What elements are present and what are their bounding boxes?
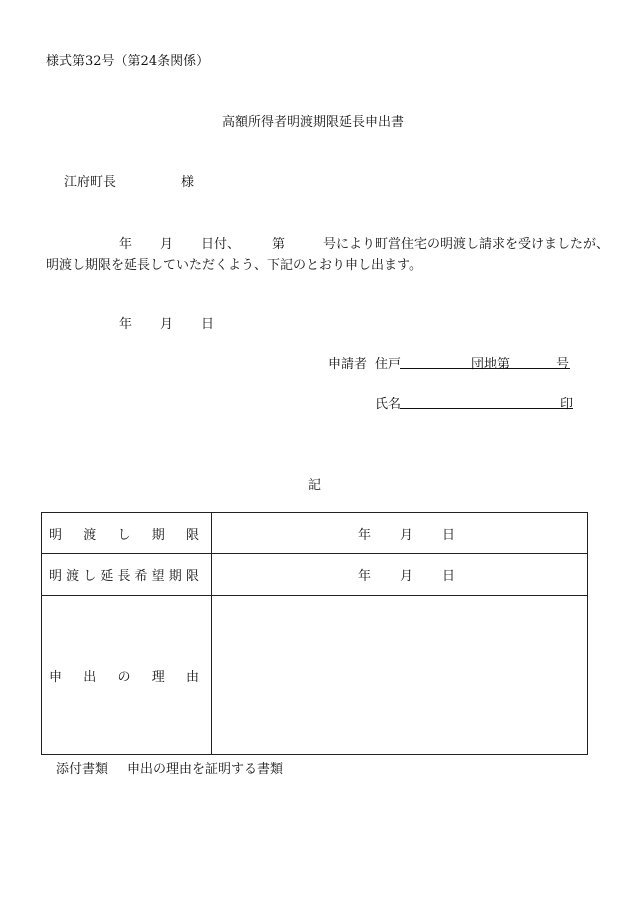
label-char: 出 <box>83 669 97 685</box>
label-cell <box>42 513 212 554</box>
applicant-label: 申請者 <box>328 357 368 372</box>
label-char: 期 <box>151 527 165 543</box>
table-row <box>42 596 588 755</box>
attachment-text: 申出の理由を証明する書類 <box>127 762 284 777</box>
record-table <box>41 512 588 755</box>
label-char: 渡 <box>66 569 80 584</box>
value-cell <box>212 554 588 596</box>
danchi-label: 団地第 <box>471 357 511 372</box>
table-row <box>42 513 588 554</box>
ymd-year: 年 <box>358 569 372 584</box>
addressee-honorific: 様 <box>181 175 195 190</box>
label-char: 明 <box>49 527 63 543</box>
ymd-month: 月 <box>400 569 414 584</box>
body-date-suffix: 日付、 <box>201 237 241 252</box>
label-char: 期 <box>168 569 182 584</box>
attachment-label: 添付書類 <box>56 762 109 777</box>
label-char: の <box>117 669 131 685</box>
ymd-month: 月 <box>400 527 414 543</box>
ymd-day: 日 <box>442 527 456 543</box>
label-char: 長 <box>117 569 131 584</box>
label-char: 希 <box>134 569 148 584</box>
address-label: 住戸 <box>375 357 402 372</box>
label-char: し <box>83 569 97 584</box>
body-line2: 明渡し期限を延長していただくよう、下記のとおり申し出ます。 <box>46 258 422 273</box>
label-char: 申 <box>49 669 63 685</box>
ki-heading: 記 <box>308 478 322 493</box>
date-day: 日 <box>201 317 215 332</box>
label-char: 理 <box>151 669 165 685</box>
document-title: 高額所得者明渡期限延長申出書 <box>222 115 405 130</box>
body-month: 月 <box>160 237 174 252</box>
label-cell <box>42 596 212 755</box>
label-char: 望 <box>151 569 165 584</box>
body-line1-rest: 号により町営住宅の明渡し請求を受けましたが、 <box>323 237 610 252</box>
date-month: 月 <box>160 317 174 332</box>
label-cell <box>42 554 212 596</box>
body-year: 年 <box>119 237 133 252</box>
label-char: 限 <box>185 569 199 584</box>
date-year: 年 <box>119 317 133 332</box>
label-char: 渡 <box>83 527 97 543</box>
label-char: 由 <box>185 669 199 685</box>
ymd-year: 年 <box>358 527 372 543</box>
form-number: 様式第32号（第24条関係） <box>46 54 210 69</box>
label-char: 限 <box>185 527 199 543</box>
addressee-name: 江府町長 <box>64 175 117 190</box>
name-underline <box>400 408 573 409</box>
value-cell <box>212 513 588 554</box>
label-char: 延 <box>100 569 114 584</box>
body-number-prefix: 第 <box>272 237 286 252</box>
label-char: 明 <box>49 569 63 584</box>
name-label: 氏名 <box>375 397 402 412</box>
label-char: し <box>117 527 131 543</box>
table-row <box>42 554 588 596</box>
number-suffix: 号 <box>556 357 570 372</box>
reason-value-cell <box>212 596 588 755</box>
ymd-day: 日 <box>442 569 456 584</box>
seal-mark: 印 <box>560 397 574 412</box>
